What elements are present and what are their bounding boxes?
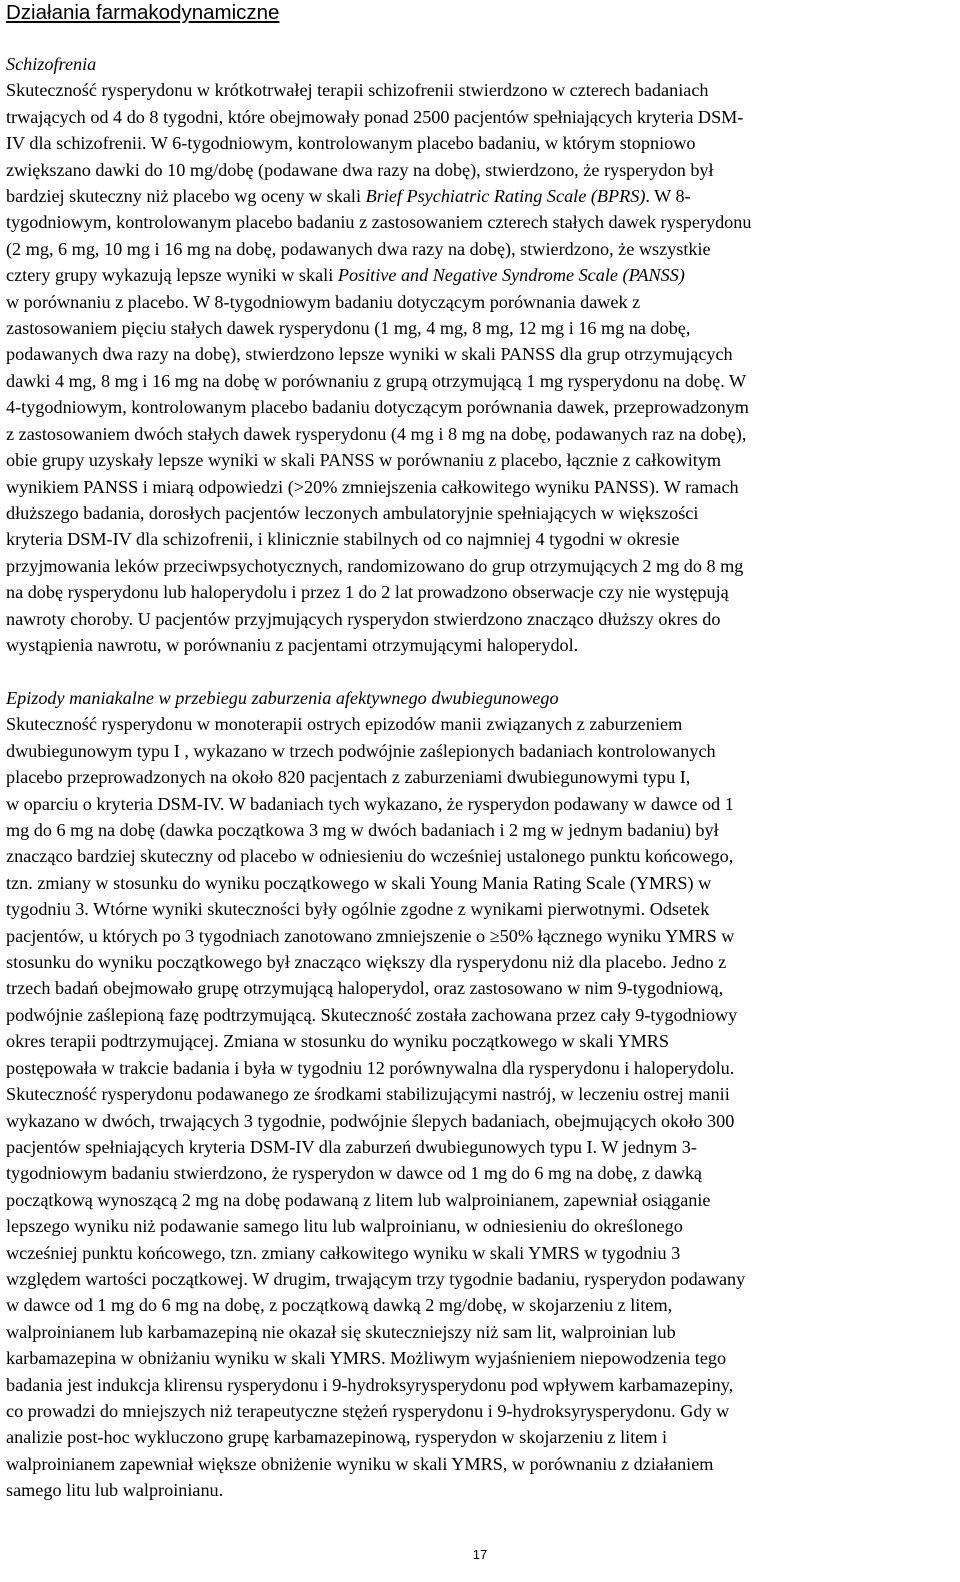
text-run: wynikiem PANSS i miarą odpowiedzi (>20% zmniejszenia całkowitego wyniku PANSS). W ramach [6,476,739,497]
section-body [6,77,946,658]
text-line [6,447,946,473]
text-run: walproinianem lub karbamazepiną nie okazał się skuteczniejszy niż sam lit, walproinian lub [6,1321,676,1342]
text-run: Skuteczność rysperydonu w krótkotrwałej terapii schizofrenii stwierdzono w czterech badaniach [6,80,709,101]
text-line [6,896,946,922]
text-run: trzech badań obejmowało grupę otrzymującą haloperydol, oraz zastosowano w nim 9-tygodniową, [6,978,724,999]
text-run: pacjentów spełniających kryteria DSM-IV dla zaburzeń dwubiegunowych typu I. W jednym 3- [6,1136,697,1157]
text-run: względem wartości początkowej. W drugim, trwającym trzy tygodnie badaniu, rysperydon podawany [6,1268,746,1289]
section-title: Schizofrenia [6,54,97,74]
text-line [6,553,946,579]
text-line [6,738,946,764]
text-line [6,579,946,605]
text-line [6,526,946,552]
page-number: 17 [472,1547,488,1562]
text-line [6,1240,946,1266]
text-run: pacjentów, u których po 3 tygodniach zanotowano zmniejszenie o ≥50% łącznego wyniku YMRS w [6,925,735,946]
text-line [6,1055,946,1081]
text-line [6,1002,946,1028]
text-line [6,262,946,288]
text-line [6,236,946,262]
text-line [6,1292,946,1318]
text-run: karbamazepina w obniżaniu wyniku w skali YMRS. Możliwym wyjaśnieniem niepowodzenia tego [6,1348,727,1369]
text-line [6,711,946,737]
text-line [6,1372,946,1398]
italic-text-run: Brief Psychiatric Rating Scale (BPRS) [365,186,646,207]
text-line [6,1345,946,1371]
text-run: dłuższego badania, dorosłych pacjentów leczonych ambulatoryjnie spełniających w większości [6,502,699,523]
text-run: Skuteczność rysperydonu w monoterapii ostrych epizodów manii związanych z zaburzeniem [6,714,683,735]
text-run: bardziej skuteczny niż placebo wg oceny w skali [6,186,366,207]
text-run: przyjmowania leków przeciwpsychotycznych, randomizowano do grup otrzymujących 2 mg do 8 mg [6,555,744,576]
text-line [6,183,946,209]
section-body [6,711,946,1503]
text-line [6,764,946,790]
text-line [6,77,946,103]
text-run: dawki 4 mg, 8 mg i 16 mg na dobę w porównaniu z grupą otrzymującą 1 mg rysperydonu na dobę. W [6,370,747,391]
text-run: dwubiegunowym typu I , wykazano w trzech podwójnie zaślepionych badaniach kontrolowanych [6,740,716,761]
section-schizofrenia [6,51,946,658]
text-line [6,1398,946,1424]
text-run: z zastosowaniem dwóch stałych dawek rysperydonu (4 mg i 8 mg na dobę, podawanych raz na dobę), [6,423,747,444]
text-run: podwójnie zaślepioną fazę podtrzymującą. Skuteczność została zachowana przez cały 9-tygodniowy [6,1004,738,1025]
text-line [6,500,946,526]
text-run: analizie post-hoc wykluczono grupę karbamazepinową, rysperydon w skojarzeniu z litem i [6,1427,668,1448]
text-run: na dobę rysperydonu lub haloperydolu i przez 1 do 2 lat prowadzono obserwacje czy nie występują [6,582,729,603]
text-run: tygodniowym badaniu stwierdzono, że rysperydon w dawce od 1 mg do 6 mg na dobę, z dawką [6,1163,703,1184]
text-line [6,1213,946,1239]
text-line [6,289,946,315]
text-run: badania jest indukcja klirensu rysperydonu i 9-hydroksyrysperydonu pod wpływem karbamazepiny, [6,1374,734,1395]
text-run: obie grupy uzyskały lepsze wyniki w skali PANSS w porównaniu z placebo, łącznie z całkowitym [6,450,722,471]
text-run: zastosowaniem pięciu stałych dawek rysperydonu (1 mg, 4 mg, 8 mg, 12 mg i 16 mg na dobę, [6,318,691,339]
text-run: samego litu lub walproinianu. [6,1480,224,1501]
text-line [6,1187,946,1213]
text-line [6,606,946,632]
text-line [6,791,946,817]
page-heading: Działania farmakodynamiczne [6,1,280,24]
text-line [6,632,946,658]
text-run: wykazano w dwóch, trwających 3 tygodnie, podwójnie ślepych badaniach, obejmujących około 300 [6,1110,735,1131]
text-run: w oparciu o kryteria DSM-IV. W badaniach tych wykazano, że rysperydon podawany w dawce od 1 [6,793,734,814]
text-line [6,1477,946,1503]
text-line [6,421,946,447]
text-run: w dawce od 1 mg do 6 mg na dobę, z początkową dawką 2 mg/dobę, w skojarzeniu z litem, [6,1295,673,1316]
text-run: Skuteczność rysperydonu podawanego ze środkami stabilizującymi nastrój, w leczeniu ostrej manii [6,1084,730,1105]
text-line [6,1081,946,1107]
text-line [6,341,946,367]
text-run: placebo przeprowadzonych na około 820 pacjentach z zaburzeniami dwubiegunowymi typu I, [6,767,691,788]
text-run: IV dla schizofrenii. W 6-tygodniowym, kontrolowanym placebo badaniu, w którym stopniowo [6,133,696,154]
text-line [6,474,946,500]
text-run: kryteria DSM-IV dla schizofrenii, i klinicznie stabilnych od co najmniej 4 tygodni w okresie [6,529,680,550]
text-line [6,817,946,843]
text-line [6,975,946,1001]
text-run: wcześniej punktu końcowego, tzn. zmiany całkowitego wyniku w skali YMRS w tygodniu 3 [6,1242,681,1263]
text-line [6,104,946,130]
text-line [6,157,946,183]
text-line [6,843,946,869]
text-run: tzn. zmiany w stosunku do wyniku początkowego w skali Young Mania Rating Scale (YMRS) w [6,872,712,893]
text-run: co prowadzi do mniejszych niż terapeutyczne stężeń rysperydonu i 9-hydroksyrysperydonu. Gdy w [6,1400,730,1421]
text-line [6,1134,946,1160]
section-epizody-maniakalne [6,685,946,1504]
text-run: postępowała w trakcie badania i była w tygodniu 12 porównywalna dla rysperydonu i haloperydolu. [6,1057,735,1078]
text-run: cztery grupy wykazują lepsze wyniki w skali [6,265,338,286]
text-run: zwiększano dawki do 10 mg/dobę (podawane dwa razy na dobę), stwierdzono, że rysperydon był [6,159,714,180]
text-line [6,209,946,235]
italic-text-run: Positive and Negative Syndrome Scale (PANSS) [337,265,685,286]
text-line [6,1451,946,1477]
text-run: tygodniu 3. Wtórne wyniki skuteczności były ogólnie zgodne z wynikami pierwotnymi. Odsetek [6,899,710,920]
text-run: podawanych dwa razy na dobę), stwierdzono lepsze wyniki w skali PANSS dla grup otrzymujących [6,344,733,365]
text-line [6,1108,946,1134]
text-line [6,130,946,156]
text-run: w porównaniu z placebo. W 8-tygodniowym badaniu dotyczącym porównania dawek z [6,291,641,312]
text-run: lepszego wyniku niż podawanie samego litu lub walproinianu, w odniesieniu do określonego [6,1216,683,1237]
text-run: trwających od 4 do 8 tygodni, które obejmowały ponad 2500 pacjentów spełniających kryteria DSM- [6,106,744,127]
text-line [6,923,946,949]
section-title: Epizody maniakalne w przebiegu zaburzenia afektywnego dwubiegunowego [6,688,559,708]
text-run: tygodniowym, kontrolowanym placebo badaniu z zastosowaniem czterech stałych dawek rysperydonu [6,212,752,233]
text-run: . W 8- [645,186,691,207]
text-line [6,394,946,420]
text-run: początkową wynoszącą 2 mg na dobę podawaną z litem lub walproinianem, zapewniał osiąganie [6,1189,711,1210]
text-line [6,1160,946,1186]
text-run: wystąpienia nawrotu, w porównaniu z pacjentami otrzymującymi haloperydol. [6,634,579,655]
text-line [6,368,946,394]
text-run: 4-tygodniowym, kontrolowanym placebo badaniu dotyczącym porównania dawek, przeprowadzonym [6,397,749,418]
text-run: okres terapii podtrzymującej. Zmiana w stosunku do wyniku początkowego w skali YMRS [6,1031,670,1052]
text-run: stosunku do wyniku początkowego był znacząco większy dla rysperydonu niż dla placebo. Jedno z [6,952,727,973]
text-run: znacząco bardziej skuteczny od placebo w odniesieniu do wcześniej ustalonego punktu końcowego, [6,846,734,867]
text-run: mg do 6 mg na dobę (dawka początkowa 3 mg w dwóch badaniach i 2 mg w jednym badaniu) był [6,820,719,841]
text-run: (2 mg, 6 mg, 10 mg i 16 mg na dobę, podawanych dwa razy na dobę), stwierdzono, że wszystkie [6,238,711,259]
text-line [6,1266,946,1292]
text-line [6,1028,946,1054]
text-line [6,1319,946,1345]
text-line [6,870,946,896]
text-line [6,315,946,341]
text-run: nawroty choroby. U pacjentów przyjmujących rysperydon stwierdzono znacząco dłuższy okres do [6,608,721,629]
text-line [6,1424,946,1450]
text-line [6,949,946,975]
text-run: walproinianem zapewniał większe obniżenie wyniku w skali YMRS, w porównaniu z działaniem [6,1453,714,1474]
